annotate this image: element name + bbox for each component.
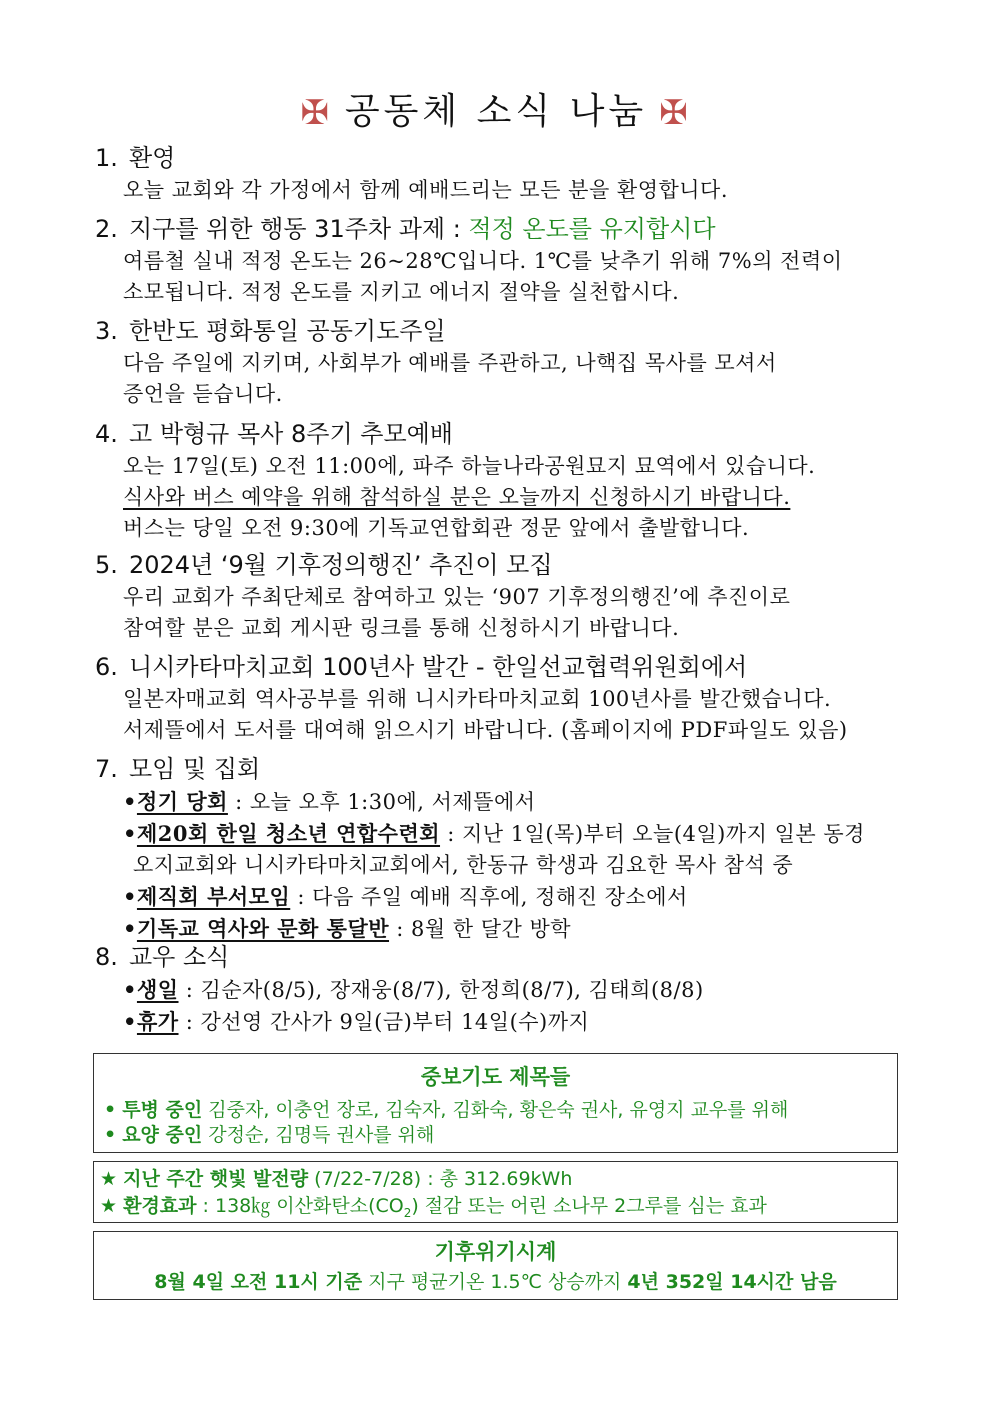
item-label: 기독교 역사와 문화 통달반 (136, 916, 390, 941)
prayer-box-title: 중보기도 제목들 (420, 1065, 571, 1089)
prayer-box (93, 1053, 898, 1153)
section-title: 니시카타마치교회 100년사 발간 - 한일선교협력위원회에서 (129, 653, 748, 681)
section-line-underlined: 식사와 버스 예약을 위해 참석하실 분은 오늘까지 신청하시기 바랍니다. (123, 485, 791, 509)
section-heading (95, 212, 905, 246)
item-text: : 다음 주일 예배 직후에, 정해진 장소에서 (290, 885, 688, 909)
climate-clock-box (93, 1231, 898, 1300)
section-earth-action (95, 212, 905, 308)
section-heading (95, 417, 905, 451)
prayer-line-text: 강정순, 김명득 권사를 위해 (202, 1124, 435, 1146)
page-title (0, 88, 992, 137)
section-member-news (95, 940, 905, 1038)
item-text: : 김순자(8/5), 장재웅(8/7), 한정희(8/7), 김태희(8/8) (178, 978, 704, 1002)
clock-basis: 8월 4일 오전 11시 기준 (154, 1271, 363, 1293)
effect-text-end: ) 절감 또는 어린 소나무 2그루를 심는 효과 (411, 1195, 767, 1217)
section-number: 5. (95, 551, 118, 579)
section-number: 1. (95, 144, 118, 172)
title-text: 공동체 소식 나눔 (344, 91, 648, 132)
section-line: 다음 주일에 지키며, 사회부가 예배를 주관하고, 나핵집 목사를 모셔서 (123, 351, 777, 375)
section-memorial (95, 417, 905, 544)
cross-icon: ✠ (659, 93, 692, 133)
item-text: : 오늘 오후 1:30에, 서제뜰에서 (227, 790, 536, 814)
section-line: 오는 17일(토) 오전 11:00에, 파주 하늘나라공원묘지 묘역에서 있습니다. (123, 454, 816, 478)
section-welcome (95, 141, 905, 206)
list-item (95, 786, 905, 818)
section-title: 고 박형규 목사 8주기 추모예배 (129, 420, 453, 448)
section-title: 환영 (129, 144, 176, 172)
clock-remaining: 4년 352일 14시간 남음 (627, 1271, 837, 1293)
item-label: 제직회 부서모임 (136, 884, 291, 909)
prayer-line-text: 김중자, 이충언 장로, 김숙자, 김화숙, 황은숙 권사, 유영지 교우를 위해 (202, 1099, 789, 1121)
section-line: 여름철 실내 적정 온도는 26~28℃입니다. 1℃를 낮추기 위해 7%의 전력이 (123, 249, 843, 273)
section-heading (95, 940, 905, 974)
item-text: : 8월 한 달간 방학 (389, 917, 572, 941)
list-item (95, 1006, 905, 1038)
list-item (95, 818, 905, 850)
section-line: 일본자매교회 역사공부를 위해 니시카타마치교회 100년사를 발간했습니다. (123, 687, 832, 711)
effect-line (100, 1193, 891, 1227)
bullet-icon: • (123, 1009, 137, 1034)
star-icon: ★ (100, 1168, 118, 1190)
section-line: 참여할 분은 교회 게시판 링크를 통해 신청하시기 바랍니다. (123, 616, 680, 640)
item-text: : 강선영 간사가 9일(금)부터 14일(수)까지 (178, 1010, 590, 1034)
prayer-line (104, 1123, 887, 1148)
section-title: 한반도 평화통일 공동기도주일 (129, 317, 446, 345)
section-line: 오늘 교회와 각 가정에서 함께 예배드리는 모든 분을 환영합니다. (123, 178, 729, 202)
prayer-line (104, 1098, 887, 1123)
bullet-icon: • (104, 1124, 117, 1146)
section-centennial-book (95, 650, 905, 746)
bullet-icon: • (123, 977, 137, 1002)
prayer-line-label: 요양 중인 (122, 1124, 203, 1146)
bullet-icon: • (123, 821, 137, 846)
section-heading (95, 752, 905, 786)
section-number: 2. (95, 215, 118, 243)
section-title: 지구를 위한 행동 31주차 과제 : (129, 215, 469, 243)
section-number: 4. (95, 420, 118, 448)
item-text: : 지난 1일(목)부터 오늘(4일)까지 일본 동경 (440, 822, 865, 846)
section-title-accent: 적정 온도를 유지합시다 (468, 215, 716, 243)
section-title: 2024년 ‘9월 기후정의행진’ 추진이 모집 (129, 551, 553, 579)
section-heading (95, 314, 905, 348)
co2-subscript: 2 (403, 1205, 412, 1220)
solar-line (100, 1166, 891, 1193)
section-number: 3. (95, 317, 118, 345)
bullet-icon: • (123, 789, 137, 814)
section-line: 우리 교회가 주최단체로 참여하고 있는 ‘907 기후정의행진’에 추진이로 (123, 585, 791, 609)
list-item (95, 881, 905, 913)
section-heading (95, 650, 905, 684)
section-line: 버스는 당일 오전 9:30에 기독교연합회관 정문 앞에서 출발합니다. (123, 516, 750, 540)
clock-text: 지구 평균기온 1.5℃ 상승까지 (362, 1271, 628, 1293)
bullet-icon: • (104, 1099, 117, 1121)
section-number: 6. (95, 653, 118, 681)
solar-text: (7/22-7/28) : 총 312.69kWh (308, 1168, 573, 1190)
item-label: 제20회 한일 청소년 연합수련회 (136, 821, 441, 846)
cross-icon: ✠ (300, 93, 333, 133)
section-line: 증언을 듣습니다. (123, 382, 283, 406)
section-peace-prayer (95, 314, 905, 410)
climate-clock-line (100, 1268, 891, 1296)
climate-clock-title: 기후위기시계 (434, 1240, 557, 1264)
solar-label: 지난 주간 햇빛 발전량 (123, 1168, 309, 1190)
section-line: 소모됩니다. 적정 온도를 지키고 에너지 절약을 실천합시다. (123, 280, 680, 304)
section-line: 서제뜰에서 도서를 대여해 읽으시기 바랍니다. (홈페이지에 PDF파일도 있음) (123, 718, 848, 742)
effect-label: 환경효과 (123, 1195, 197, 1217)
section-number: 8. (95, 943, 118, 971)
solar-box (93, 1161, 898, 1223)
effect-text: : 138㎏ 이산화탄소(CO (196, 1195, 404, 1217)
list-item (95, 974, 905, 1006)
item-label: 생일 (136, 977, 179, 1002)
section-heading (95, 141, 905, 175)
item-label: 휴가 (136, 1009, 179, 1034)
prayer-line-label: 투병 중인 (122, 1099, 203, 1121)
star-icon: ★ (100, 1195, 118, 1217)
item-continuation: 오지교회와 니시카타마치교회에서, 한동규 학생과 김요한 목사 참석 중 (133, 853, 794, 877)
section-title: 교우 소식 (129, 943, 230, 971)
section-heading (95, 548, 905, 582)
bullet-icon: • (123, 916, 137, 941)
section-title: 모임 및 집회 (129, 755, 261, 783)
bullet-icon: • (123, 884, 137, 909)
section-number: 7. (95, 755, 118, 783)
section-meetings (95, 752, 905, 945)
item-label: 정기 당회 (136, 789, 228, 814)
section-climate-march (95, 548, 905, 644)
